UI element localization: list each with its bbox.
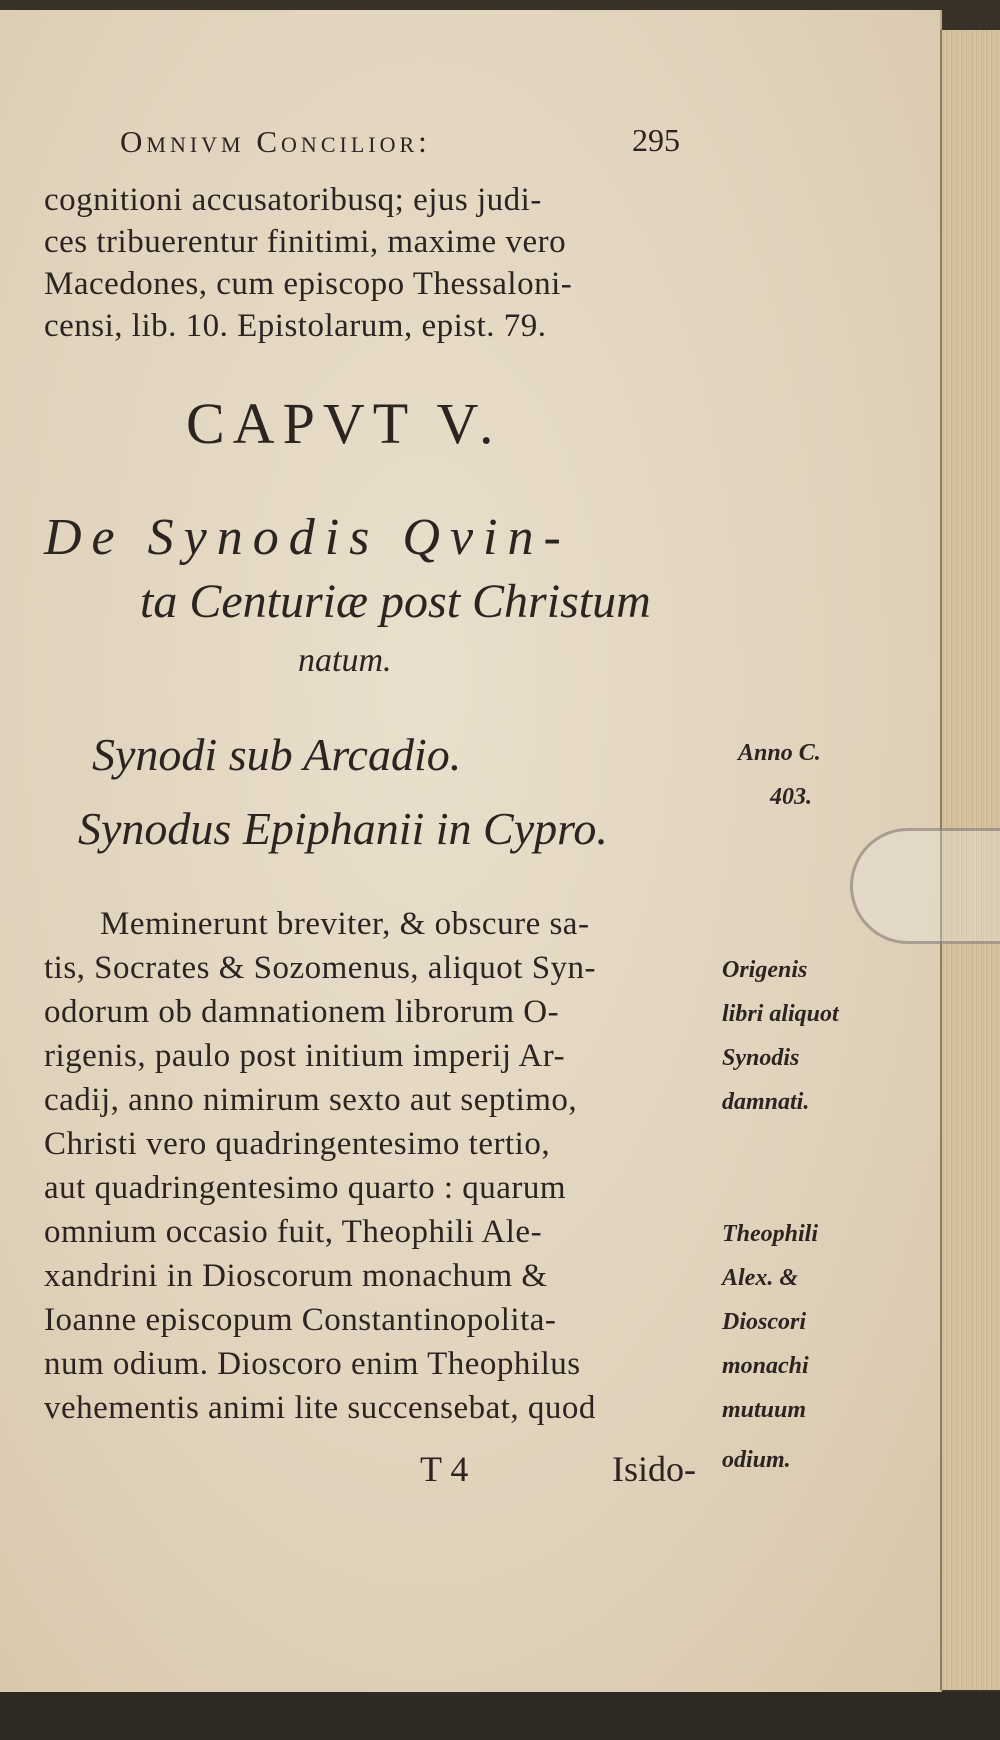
running-head: Omnivm Concilior:	[120, 124, 431, 159]
page-number: 295	[632, 122, 680, 158]
margin-note: damnati.	[722, 1089, 810, 1115]
margin-note: Origenis	[722, 957, 808, 983]
text-line: omnium occasio fuit, Theophili Ale-	[44, 1214, 543, 1250]
page-clip	[850, 828, 1000, 944]
margin-note: Synodis	[722, 1045, 800, 1071]
text-line: Ioanne episcopum Constantinopolita-	[44, 1302, 557, 1338]
text-line: aut quadringentesimo quarto : quarum	[44, 1170, 567, 1206]
margin-note: odium.	[722, 1447, 791, 1473]
signature-mark: T 4	[420, 1449, 469, 1489]
chapter-title-line: ta Centuriæ post Christum	[140, 575, 651, 628]
section-heading: Synodus Epiphanii in Cypro.	[78, 803, 608, 854]
section-heading: Synodi sub Arcadio.	[92, 729, 462, 780]
anno-note: 403.	[770, 784, 812, 810]
text-line: cadij, anno nimirum sexto aut septimo,	[44, 1082, 578, 1118]
background-band	[0, 1692, 1000, 1740]
text-line: Meminerunt breviter, & obscure sa-	[100, 906, 590, 942]
text-line: num odium. Dioscoro enim Theophilus	[44, 1346, 581, 1382]
chapter-heading: CAPVT V.	[186, 391, 502, 456]
text-line: Macedones, cum episcopo Thessaloni-	[44, 266, 573, 302]
text-line: rigenis, paulo post initium imperij Ar-	[44, 1038, 566, 1074]
margin-note: Dioscori	[722, 1309, 806, 1335]
text-line: vehementis animi lite succensebat, quod	[44, 1390, 596, 1426]
catchword: Isido-	[612, 1449, 696, 1489]
margin-note: monachi	[722, 1353, 809, 1379]
text-line: Christi vero quadringentesimo tertio,	[44, 1126, 551, 1162]
chapter-title-line: natum.	[298, 642, 392, 679]
chapter-title-line: De Synodis Qvin-	[44, 509, 571, 566]
margin-note: mutuum	[722, 1397, 807, 1423]
margin-note: Alex. &	[722, 1265, 798, 1291]
text-line: tis, Socrates & Sozomenus, aliquot Syn-	[44, 950, 597, 986]
margin-note: Theophili	[722, 1221, 819, 1247]
text-line: odorum ob damnationem librorum O-	[44, 994, 560, 1030]
text-line: censi, lib. 10. Epistolarum, epist. 79.	[44, 308, 547, 344]
margin-note: libri aliquot	[722, 1001, 839, 1027]
text-line: cognitioni accusatoribusq; ejus judi-	[44, 182, 542, 218]
text-line: ces tribuerentur finitimi, maxime vero	[44, 224, 567, 260]
text-line: xandrini in Dioscorum monachum &	[44, 1258, 548, 1294]
anno-note: Anno C.	[738, 740, 821, 766]
